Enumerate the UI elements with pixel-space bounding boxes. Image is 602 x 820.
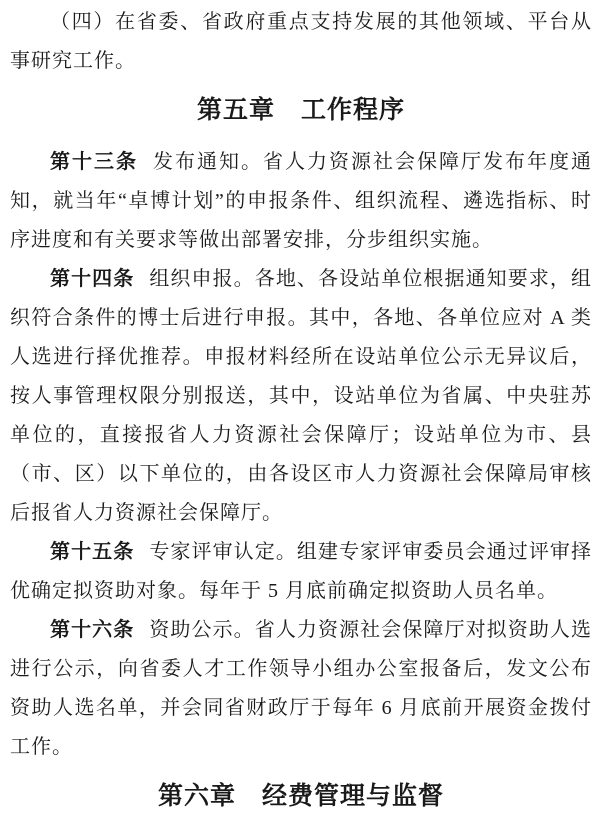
article-13-text: 发布通知。省人力资源社会保障厅发布年度通知，就当年“卓博计划”的申报条件、组织流程、遴选指标、时序进度和有关要求等做出部署安排，分步组织实施。	[10, 151, 592, 251]
article-16-paragraph	[10, 611, 592, 767]
article-16-text: 资助公示。省人力资源社会保障厅对拟资助人选进行公示，向省委人才工作领导小组办公室报备后，发文公布资助人选名单，并会同省财政厅于每年 6 月底前开展资金拨付工作。	[10, 619, 593, 758]
article-15-label: 第十五条	[50, 541, 135, 563]
article-14-paragraph	[10, 260, 592, 533]
article-14-text: 组织申报。各地、各设站单位根据通知要求，组织符合条件的博士后进行申报。其中，各地、各单位应对 A 类人选进行择优推荐。申报材料经所在设站单位公示无异议后，按人事管理权限分别报送，其中，设站单位为省属、中央驻苏单位的，直接报省人力资源社会保障厅；设站单位为市、县（市、区）以下单位的，由各设区市人力资源社会保障局审核后报省人力资源社会保障厅。	[10, 268, 593, 524]
document-page	[10, 3, 592, 820]
intro-paragraph: （四）在省委、省政府重点支持发展的其他领域、平台从事研究工作。	[10, 11, 592, 72]
article-16-label: 第十六条	[50, 619, 135, 641]
chapter-6-heading: 第六章 经费管理与监督	[157, 783, 444, 810]
article-15-paragraph	[10, 533, 592, 611]
article-15-text: 专家评审认定。组建专家评审委员会通过评审择优确定拟资助对象。每年于 5 月底前确定拟资助人员名单。	[10, 541, 593, 602]
article-13-label: 第十三条	[50, 151, 138, 173]
article-14-label: 第十四条	[50, 268, 135, 290]
article-13-paragraph	[10, 143, 592, 260]
chapter-5-heading: 第五章 工作程序	[196, 97, 405, 124]
